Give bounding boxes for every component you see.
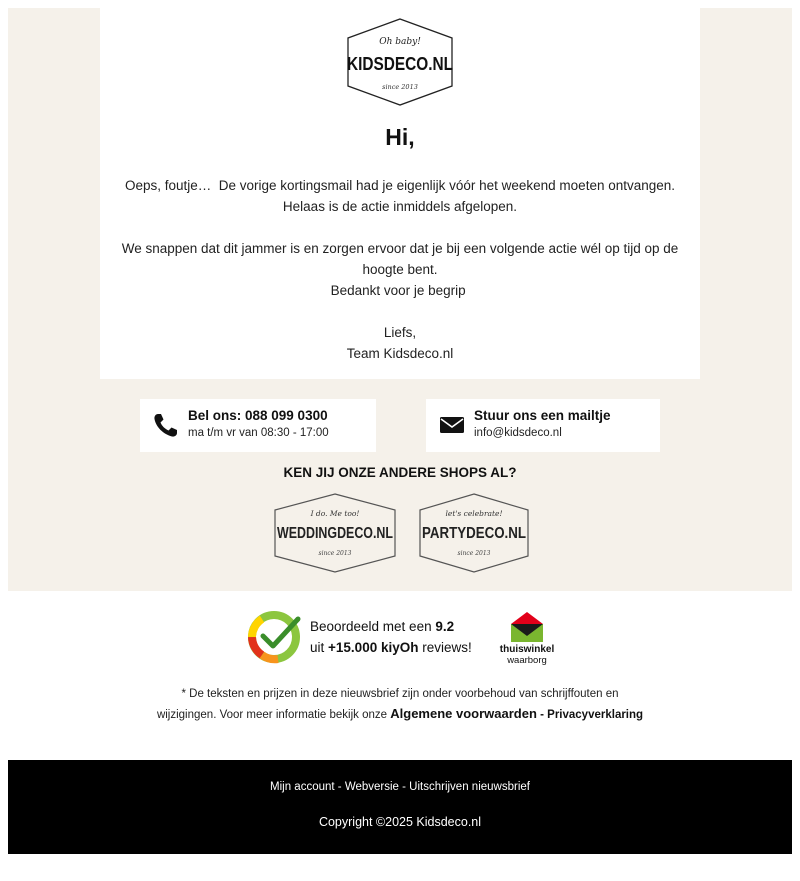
mail-contact-button[interactable] [426,399,660,452]
message-line-3: We snappen dat dit jammer is en zorgen ervoor dat je bij een volgende actie wél op tijd op de hoogte bent. [121,241,679,277]
my-account-link[interactable]: Mijn account [270,781,335,793]
footer-sep-2: - [398,781,410,793]
rating-suffix: reviews! [422,640,472,655]
thuiswinkel-label: thuiswinkel [499,644,555,655]
closing-paragraph [110,322,690,364]
phone-contact-button[interactable] [140,399,376,452]
unsubscribe-link[interactable]: Uitschrijven nieuwsbrief [409,781,530,793]
rating-score: 9.2 [435,619,455,634]
message-line-1: Oeps, foutje… ​ De vorige kortingsmail had je eigenlijk vóór het weekend moeten ontvangen. [124,178,676,193]
phone-icon [152,411,180,439]
privacy-link[interactable]: Privacyverklaring [547,709,644,721]
kidsdeco-logo[interactable] [340,16,460,108]
explanation-paragraph [110,238,690,301]
partydeco-name: PARTYDECO.NL [422,525,527,542]
partydeco-since: since 2013 [457,550,491,557]
apology-paragraph [110,175,690,217]
rating-prefix: Beoordeeld met een [310,619,432,634]
envelope-icon [438,411,466,439]
footer [8,760,792,854]
closing-text: Liefs, [383,325,417,340]
rating-uit: uit [310,640,325,655]
disclaimer-separator: - [536,709,548,721]
rating-count: +15.000 kiyOh [328,640,419,655]
weddingdeco-logo[interactable] [271,492,399,574]
terms-link[interactable]: Algemene voorwaarden [390,706,537,721]
disclaimer-line-1: * De teksten en prijzen in deze nieuwsbrief zijn onder voorbehoud van schrijffouten en [181,688,619,700]
signature-text: Team Kidsdeco.nl [346,346,454,361]
phone-hours: ma t/m vr van 08:30 - 17:00 [188,427,329,439]
weddingdeco-since: since 2013 [318,550,352,557]
logo-name: KIDSDECO.NL [347,54,453,74]
footer-links [8,781,792,793]
mail-address: info@kidsdeco.nl [474,427,562,439]
footer-sep-1: - [334,781,345,793]
web-version-link[interactable]: Webversie [344,781,399,793]
greeting-heading: Hi, [385,124,415,150]
disclaimer [130,685,670,725]
weddingdeco-name: WEDDINGDECO.NL [277,525,394,542]
waarborg-label: waarborg [507,655,547,666]
copyright-text: Copyright ©2025 Kidsdeco.nl [318,815,482,829]
partydeco-logo[interactable] [410,492,538,574]
phone-title: Bel ons: 088 099 0300 [188,408,328,423]
mail-title: Stuur ons een mailtje [474,408,611,423]
partydeco-tagline: let's celebrate! [445,509,503,518]
weddingdeco-tagline: I do. Me too! [310,509,360,518]
logo-tagline: Oh baby! [379,37,421,47]
message-line-4: Bedankt voor je begrip ​ [330,283,470,298]
kiyoh-badge-icon[interactable] [248,611,302,663]
other-shops-heading: KEN JIJ ONZE ANDERE SHOPS AL? [283,465,517,480]
disclaimer-line-2: wijzigingen. Voor meer informatie bekijk onze [156,709,388,721]
message-line-2: Helaas is de actie inmiddels afgelopen. [282,199,518,214]
rating-text [310,616,472,658]
logo-since: since 2013 [382,83,418,91]
